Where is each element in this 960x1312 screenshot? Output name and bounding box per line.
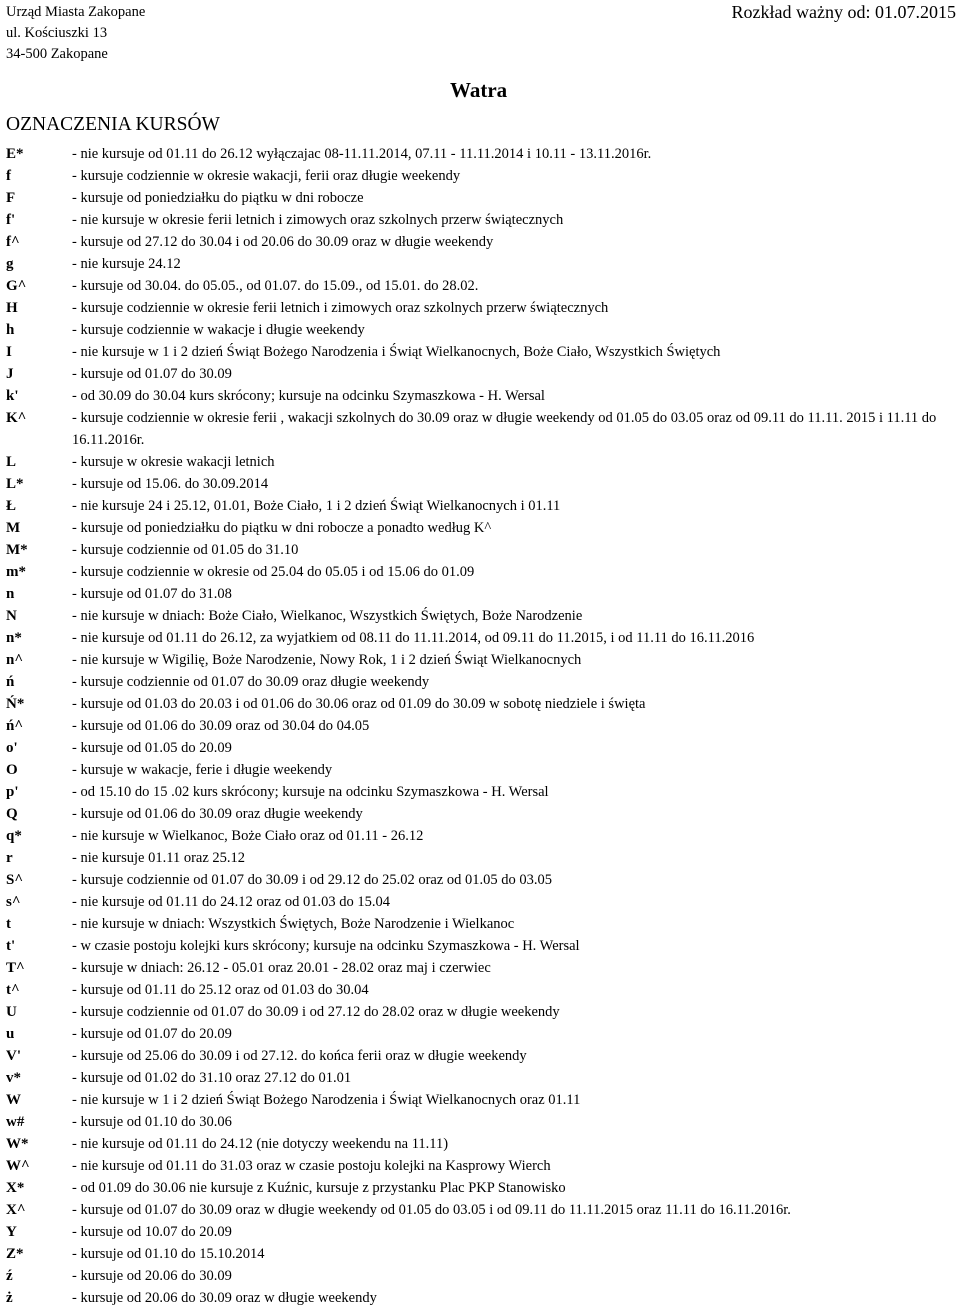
legend-code: Y: [6, 1224, 17, 1240]
legend-row: [6, 451, 956, 473]
legend-description: - nie kursuje w Wigilię, Boże Narodzenie, Nowy Rok, 1 i 2 dzień Świąt Wielkanocnych: [72, 652, 582, 668]
legend-row: [6, 671, 956, 693]
legend-code: W: [6, 1092, 21, 1108]
legend-description: - kursuje od 01.05 do 20.09: [72, 740, 232, 756]
legend-description: - nie kursuje od 01.11 do 26.12, za wyjatkiem od 08.11 do 11.11.2014, od 09.11 do 11.2015, i od 11.11 do 16.11.2016: [72, 630, 755, 646]
legend-description: - kursuje codziennie w wakacje i długie weekendy: [72, 322, 365, 338]
legend-row: [6, 869, 956, 891]
legend-row: [6, 143, 956, 165]
office-city: 34-500 Zakopane: [6, 46, 108, 62]
legend-code: Ł: [6, 498, 17, 514]
legend-code: o': [6, 740, 18, 756]
legend-row: [6, 957, 956, 979]
legend-description: - kursuje od 01.10 do 15.10.2014: [72, 1246, 265, 1262]
legend-row: [6, 231, 956, 253]
legend-row: [6, 627, 956, 649]
legend-row: [6, 165, 956, 187]
legend-description: - kursuje od 01.07 do 30.09: [72, 366, 232, 382]
legend-description: - nie kursuje 01.11 oraz 25.12: [72, 850, 246, 866]
schedule-valid-from: Rozkład ważny od: 01.07.2015: [731, 2, 956, 22]
legend-description: - nie kursuje od 01.11 do 24.12 (nie dotyczy weekendu na 11.11): [72, 1136, 449, 1152]
legend-description: - kursuje od poniedziałku do piątku w dni robocze: [72, 190, 364, 206]
legend-row: [6, 913, 956, 935]
legend-row: [6, 363, 956, 385]
legend-description: - kursuje od 20.06 do 30.09 oraz w długie weekendy: [72, 1290, 377, 1306]
legend-code: n^: [6, 652, 24, 668]
legend-row: [6, 561, 956, 583]
legend-row: [6, 407, 956, 451]
legend-description: - kursuje w dniach: 26.12 - 05.01 oraz 20.01 - 28.02 oraz maj i czerwiec: [72, 960, 491, 976]
legend-row: [6, 693, 956, 715]
legend-description: - kursuje w wakacje, ferie i długie weekendy: [72, 762, 333, 778]
legend-code: M: [6, 520, 21, 536]
legend-code: V': [6, 1048, 21, 1064]
legend-description: - kursuje od 15.06. do 30.09.2014: [72, 476, 269, 492]
section-title: OZNACZENIA KURSÓW: [6, 114, 220, 135]
legend-code: n*: [6, 630, 22, 646]
legend-description: - od 30.09 do 30.04 kurs skrócony; kursuje na odcinku Szymaszkowa - H. Wersal: [72, 388, 545, 404]
legend-description: - kursuje codziennie od 01.07 do 30.09 oraz długie weekendy: [72, 674, 430, 690]
legend-row: [6, 737, 956, 759]
legend-row: [6, 209, 956, 231]
legend-code: U: [6, 1004, 17, 1020]
legend-description: - nie kursuje od 01.11 do 31.03 oraz w czasie postoju kolejki na Kasprowy Wierch: [72, 1158, 551, 1174]
stop-name: Watra: [450, 78, 508, 102]
legend-code: t': [6, 938, 16, 954]
legend-description: - kursuje codziennie w okresie od 25.04 do 05.05 i od 15.06 do 01.09: [72, 564, 475, 580]
legend-row: [6, 1089, 956, 1111]
legend-row: [6, 319, 956, 341]
legend-code: E*: [6, 146, 24, 162]
legend-row: [6, 759, 956, 781]
legend-row: [6, 1111, 956, 1133]
legend-code: W*: [6, 1136, 29, 1152]
legend-description: - kursuje od 01.07 do 31.08: [72, 586, 232, 602]
legend-code: f^: [6, 234, 20, 250]
legend-row: [6, 979, 956, 1001]
legend-row: [6, 847, 956, 869]
legend-code: k': [6, 388, 19, 404]
legend-description: - kursuje codziennie w okresie ferii letnich i zimowych oraz szkolnych przerw świątecznych: [72, 300, 609, 316]
legend-description: - kursuje od 25.06 do 30.09 i od 27.12. do końca ferii oraz w długie weekendy: [72, 1048, 527, 1064]
legend-code: n: [6, 586, 15, 602]
legend-description: - nie kursuje 24.12: [72, 256, 181, 272]
legend-description: - kursuje od 01.06 do 30.09 oraz długie weekendy: [72, 806, 363, 822]
legend-row: [6, 649, 956, 671]
legend-code: Ń*: [6, 696, 25, 712]
legend-row: [6, 1133, 956, 1155]
legend-row: [6, 715, 956, 737]
legend-code: S^: [6, 872, 24, 888]
legend-code: F: [6, 190, 16, 206]
legend-description: - nie kursuje w dniach: Wszystkich Świętych, Boże Narodzenie i Wielkanoc: [72, 916, 515, 932]
legend-row: [6, 1199, 956, 1221]
legend-row: [6, 1067, 956, 1089]
legend-code: f: [6, 168, 11, 184]
legend-row: [6, 935, 956, 957]
legend-description: - kursuje od 10.07 do 20.09: [72, 1224, 232, 1240]
legend-code: Q: [6, 806, 18, 822]
office-address: [6, 2, 145, 65]
legend-code: X*: [6, 1180, 25, 1196]
legend-code: m*: [6, 564, 26, 580]
legend-row: [6, 297, 956, 319]
legend-code: q*: [6, 828, 22, 844]
legend-description: - kursuje codziennie od 01.07 do 30.09 i od 29.12 do 25.02 oraz od 01.05 do 03.05: [72, 872, 553, 888]
legend-code: L*: [6, 476, 24, 492]
legend-description: - kursuje od 01.07 do 30.09 oraz w długie weekendy od 01.05 do 03.05 i od 09.11 do 11.11.2015 oraz 11.11 do 16.11.2016r.: [72, 1202, 791, 1218]
legend-description: - kursuje od 20.06 do 30.09: [72, 1268, 232, 1284]
legend-row: [6, 517, 956, 539]
legend-description: - kursuje od 01.03 do 20.03 i od 01.06 do 30.06 oraz od 01.09 do 30.09 w sobotę niedziele i święta: [72, 696, 646, 712]
legend-code: H: [6, 300, 18, 316]
legend-row: [6, 385, 956, 407]
legend-code: O: [6, 762, 18, 778]
legend-description: - kursuje w okresie wakacji letnich: [72, 454, 275, 470]
legend-code: f': [6, 212, 16, 228]
office-name: Urząd Miasta Zakopane: [6, 4, 146, 20]
legend-row: [6, 891, 956, 913]
legend-code: s^: [6, 894, 21, 910]
legend-row: [6, 1177, 956, 1199]
legend-code: r: [6, 850, 13, 866]
legend-row: [6, 1001, 956, 1023]
legend-description: - kursuje od 01.02 do 31.10 oraz 27.12 do 01.01: [72, 1070, 352, 1086]
legend-description: - w czasie postoju kolejki kurs skrócony; kursuje na odcinku Szymaszkowa - H. Wersal: [72, 938, 580, 954]
legend-description: - kursuje od 01.10 do 30.06: [72, 1114, 232, 1130]
legend-description: - kursuje codziennie od 01.05 do 31.10: [72, 542, 299, 558]
legend-row: [6, 1287, 956, 1309]
legend-code: N: [6, 608, 17, 624]
legend-row: [6, 275, 956, 297]
legend-description: - kursuje od 01.07 do 20.09: [72, 1026, 232, 1042]
legend-description: - kursuje codziennie od 01.07 do 30.09 i od 27.12 do 28.02 oraz w długie weekendy: [72, 1004, 560, 1020]
legend-description: - nie kursuje 24 i 25.12, 01.01, Boże Ciało, 1 i 2 dzień Świąt Wielkanocnych i 01.11: [72, 498, 561, 514]
legend-code: L: [6, 454, 17, 470]
legend-code: T^: [6, 960, 25, 976]
legend-code: Z*: [6, 1246, 24, 1262]
legend-description: - nie kursuje w Wielkanoc, Boże Ciało oraz od 01.11 - 26.12: [72, 828, 424, 844]
legend-description: - od 15.10 do 15 .02 kurs skrócony; kursuje na odcinku Szymaszkowa - H. Wersal: [72, 784, 549, 800]
legend-row: [6, 187, 956, 209]
legend-code: J: [6, 366, 14, 382]
legend-description: - nie kursuje w okresie ferii letnich i zimowych oraz szkolnych przerw świątecznych: [72, 212, 564, 228]
legend-code: ń^: [6, 718, 24, 734]
legend-code: ń: [6, 674, 15, 690]
legend-code: X^: [6, 1202, 26, 1218]
legend-code: t^: [6, 982, 20, 998]
legend-code: w#: [6, 1114, 25, 1130]
legend-row: [6, 605, 956, 627]
legend-description: - kursuje codziennie w okresie ferii , wakacji szkolnych do 30.09 oraz w długie weekendy od 01.05 do 03.05 oraz od 09.11 do 11.11. 2015 i 11.11 do 16.11.2016r.: [72, 410, 937, 448]
legend-code: G^: [6, 278, 27, 294]
legend-code: ź: [6, 1268, 13, 1284]
legend-description: - od 01.09 do 30.06 nie kursuje z Kuźnic, kursuje z przystanku Plac PKP Stanowisko: [72, 1180, 566, 1196]
legend-description: - nie kursuje od 01.11 do 26.12 wyłączajac 08-11.11.2014, 07.11 - 11.11.2014 i 10.11 - 13.11.2016r.: [72, 146, 652, 162]
legend-row: [6, 1155, 956, 1177]
legend-description: - kursuje od 01.11 do 25.12 oraz od 01.03 do 30.04: [72, 982, 369, 998]
legend-description: - kursuje od 01.06 do 30.09 oraz od 30.04 do 04.05: [72, 718, 370, 734]
legend-row: [6, 341, 956, 363]
legend-description: - nie kursuje w 1 i 2 dzień Świąt Bożego Narodzenia i Świąt Wielkanocnych, Boże Ciało, Wszystkich Świętych: [72, 344, 721, 360]
legend-row: [6, 1045, 956, 1067]
legend-code: u: [6, 1026, 15, 1042]
legend-code: ż: [6, 1290, 13, 1306]
legend-row: [6, 1243, 956, 1265]
legend-code: M*: [6, 542, 28, 558]
legend-row: [6, 473, 956, 495]
legend-code: K^: [6, 410, 27, 426]
legend-description: - kursuje od 27.12 do 30.04 i od 20.06 do 30.09 oraz w długie weekendy: [72, 234, 494, 250]
legend-row: [6, 1265, 956, 1287]
legend-code: t: [6, 916, 11, 932]
legend-row: [6, 583, 956, 605]
office-street: ul. Kościuszki 13: [6, 25, 108, 41]
legend-code: W^: [6, 1158, 30, 1174]
legend-code: h: [6, 322, 15, 338]
legend-description: - kursuje od 30.04. do 05.05., od 01.07. do 15.09., od 15.01. do 28.02.: [72, 278, 479, 294]
legend-row: [6, 539, 956, 561]
legend-row: [6, 781, 956, 803]
legend-code: g: [6, 256, 14, 272]
legend-row: [6, 1023, 956, 1045]
legend-description: - nie kursuje od 01.11 do 24.12 oraz od 01.03 do 15.04: [72, 894, 391, 910]
legend-code: I: [6, 344, 12, 360]
legend-row: [6, 495, 956, 517]
legend-row: [6, 825, 956, 847]
legend-code: v*: [6, 1070, 21, 1086]
legend-description: - kursuje od poniedziałku do piątku w dni robocze a ponadto według K^: [72, 520, 492, 536]
legend-row: [6, 1221, 956, 1243]
legend-description: - kursuje codziennie w okresie wakacji, ferii oraz długie weekendy: [72, 168, 461, 184]
legend-description: - nie kursuje w dniach: Boże Ciało, Wielkanoc, Wszystkich Świętych, Boże Narodzenie: [72, 608, 583, 624]
legend-list: [6, 143, 956, 1309]
legend-description: - nie kursuje w 1 i 2 dzień Świąt Bożego Narodzenia i Świąt Wielkanocnych oraz 01.11: [72, 1092, 581, 1108]
legend-row: [6, 803, 956, 825]
legend-row: [6, 253, 956, 275]
legend-code: p': [6, 784, 19, 800]
